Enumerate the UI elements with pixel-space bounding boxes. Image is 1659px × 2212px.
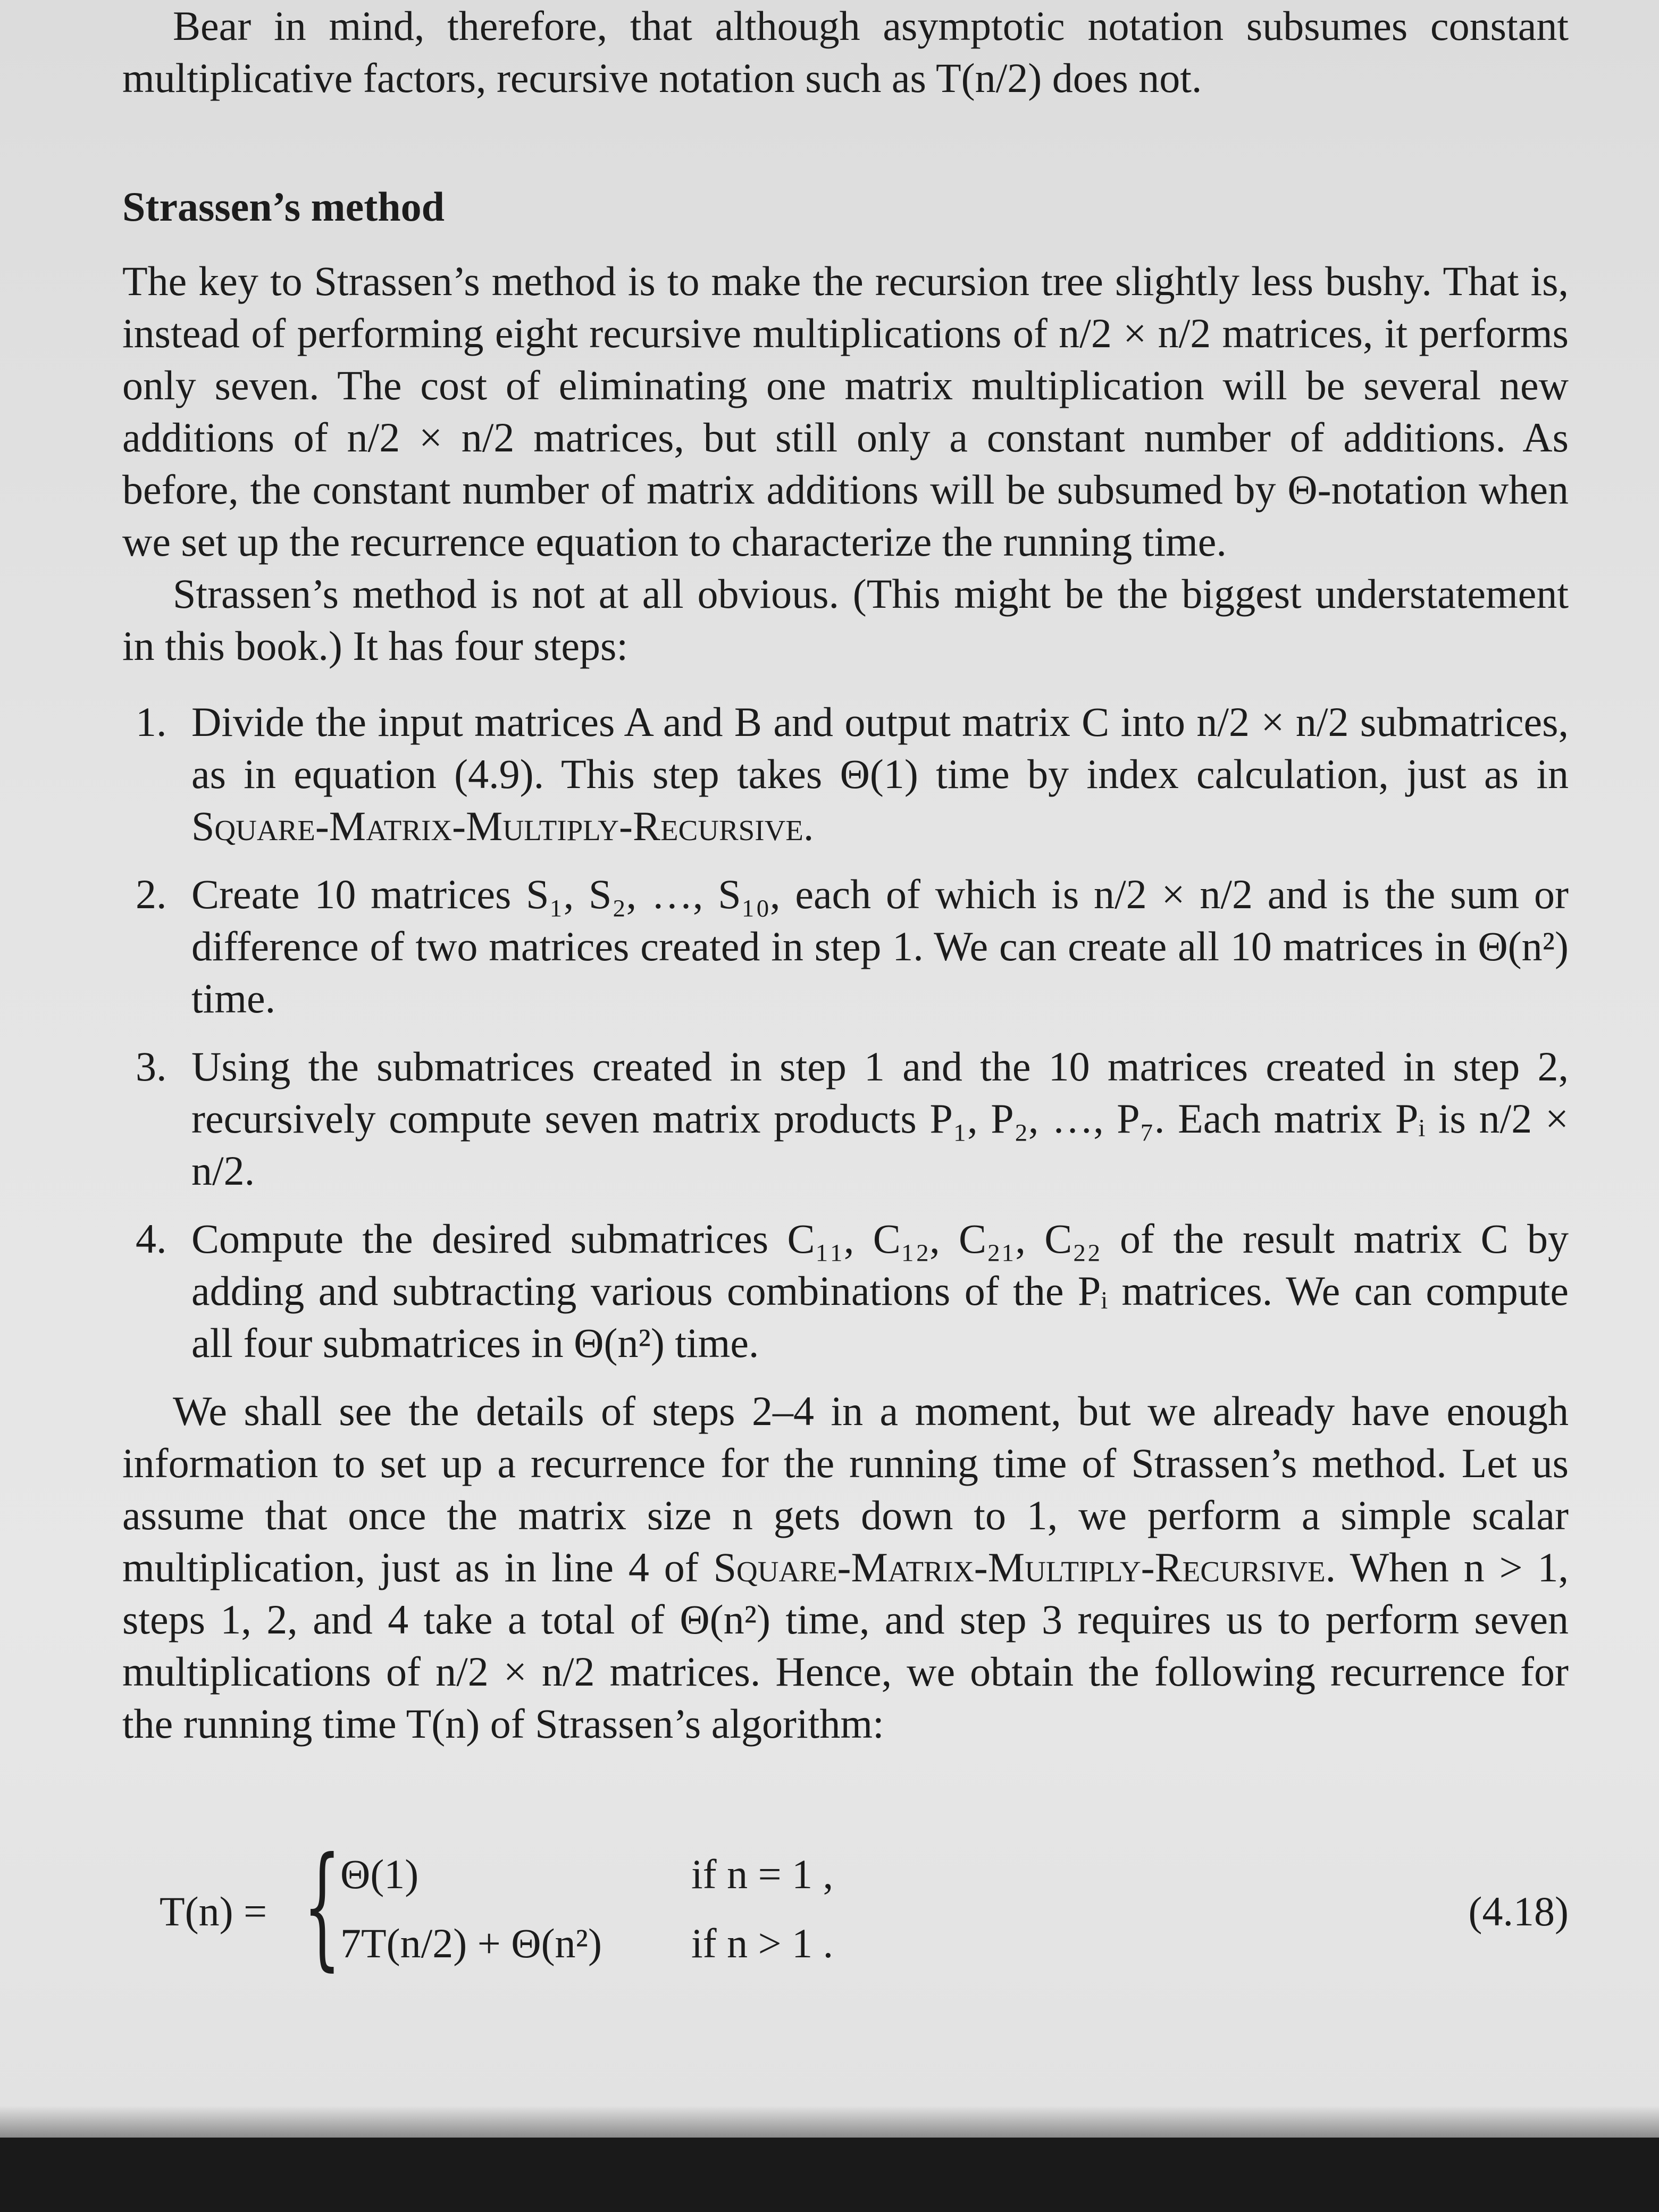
equation-number: (4.18) <box>1468 1888 1569 1934</box>
paragraph-3-end: . When n > 1, steps 1, 2, and 4 take a total of Θ(n²) time, and step 3 requires us to perform seven multiplications of n/2 × n/2 matrices. Hence, we obtain the following recurrence for the running time T(n) of Strassen’s algorithm: <box>122 1544 1569 1747</box>
step-4 <box>122 1213 1569 1369</box>
paragraph-3-start: We shall see the details of steps 2–4 in a moment, but we already have enough information to set up a recurrence for the running time of Strassen’s method. Let us assume that once the matrix size n gets down to 1, we perform a simple scalar multiplication, just as in line 4 of <box>122 1388 1569 1590</box>
procedure-name: Square-Matrix-Multiply-Recursive <box>713 1544 1326 1590</box>
paragraph-2: Strassen’s method is not at all obvious. (This might be the biggest understatement in this book.) It has four steps: <box>122 571 1569 669</box>
step-text: Divide the input matrices A and B and output matrix C into n/2 × n/2 submatrices, as in equation (4.9). This step takes Θ(1) time by index calculation, just as in <box>191 699 1569 797</box>
procedure-name: Square-Matrix-Multiply-Recursive <box>191 803 803 849</box>
intro-text: Bear in mind, therefore, that although asymptotic notation subsumes constant multiplicative factors, recursive notation such as T(n/2) does not. <box>122 3 1569 101</box>
section-heading-block <box>122 181 1569 233</box>
step-number: 1. <box>136 699 167 745</box>
steps-list <box>122 696 1569 1369</box>
case-2-expression: 7T(n/2) + Θ(n²) <box>340 1920 602 1966</box>
section-heading: Strassen’s method <box>122 183 445 230</box>
step-3 <box>122 1041 1569 1197</box>
case-1-condition: if n = 1 , <box>691 1851 834 1897</box>
equation-lhs: T(n) = <box>160 1888 267 1934</box>
step-number: 3. <box>136 1043 167 1090</box>
step-text: Compute the desired submatrices C₁₁, C₁₂, C₂₁, C₂₂ of the result matrix C by adding and subtracting various combinations of the Pᵢ matrices. We can compute all four submatrices in Θ(n²) time. <box>191 1216 1569 1366</box>
step-number: 4. <box>136 1216 167 1262</box>
page-bottom-shadow <box>0 2106 1659 2212</box>
intro-paragraph <box>122 0 1569 104</box>
paragraph-1: The key to Strassen’s method is to make the recursion tree slightly less bushy. That is, instead of performing eight recursive multiplications of n/2 × n/2 matrices, it performs only seven. The cost of eliminating one matrix multiplication will be several new additions of n/2 × n/2 matrices, but still only a constant number of additions. As before, the constant number of matrix additions will be subsumed by Θ-notation when we set up the recurrence equation to characterize the running time. <box>122 258 1569 565</box>
step-1 <box>122 696 1569 852</box>
case-1-expression: Θ(1) <box>340 1851 419 1897</box>
left-brace-icon: { <box>303 1829 341 1983</box>
step-text-end: . <box>803 803 814 849</box>
step-number: 2. <box>136 871 167 917</box>
case-2-condition: if n > 1 . <box>691 1920 834 1966</box>
step-text: Using the submatrices created in step 1 and the 10 matrices created in step 2, recursively compute seven matrix products P₁, P₂, …, P₇. Each matrix Pᵢ is n/2 × n/2. <box>191 1043 1569 1194</box>
body-text <box>122 255 1569 1750</box>
step-2 <box>122 868 1569 1025</box>
paragraph-3 <box>122 1385 1569 1750</box>
recurrence-equation <box>160 1829 1569 1989</box>
step-text: Create 10 matrices S₁, S₂, …, S₁₀, each of which is n/2 × n/2 and is the sum or difference of two matrices created in step 1. We can create all 10 matrices in Θ(n²) time. <box>191 871 1569 1021</box>
